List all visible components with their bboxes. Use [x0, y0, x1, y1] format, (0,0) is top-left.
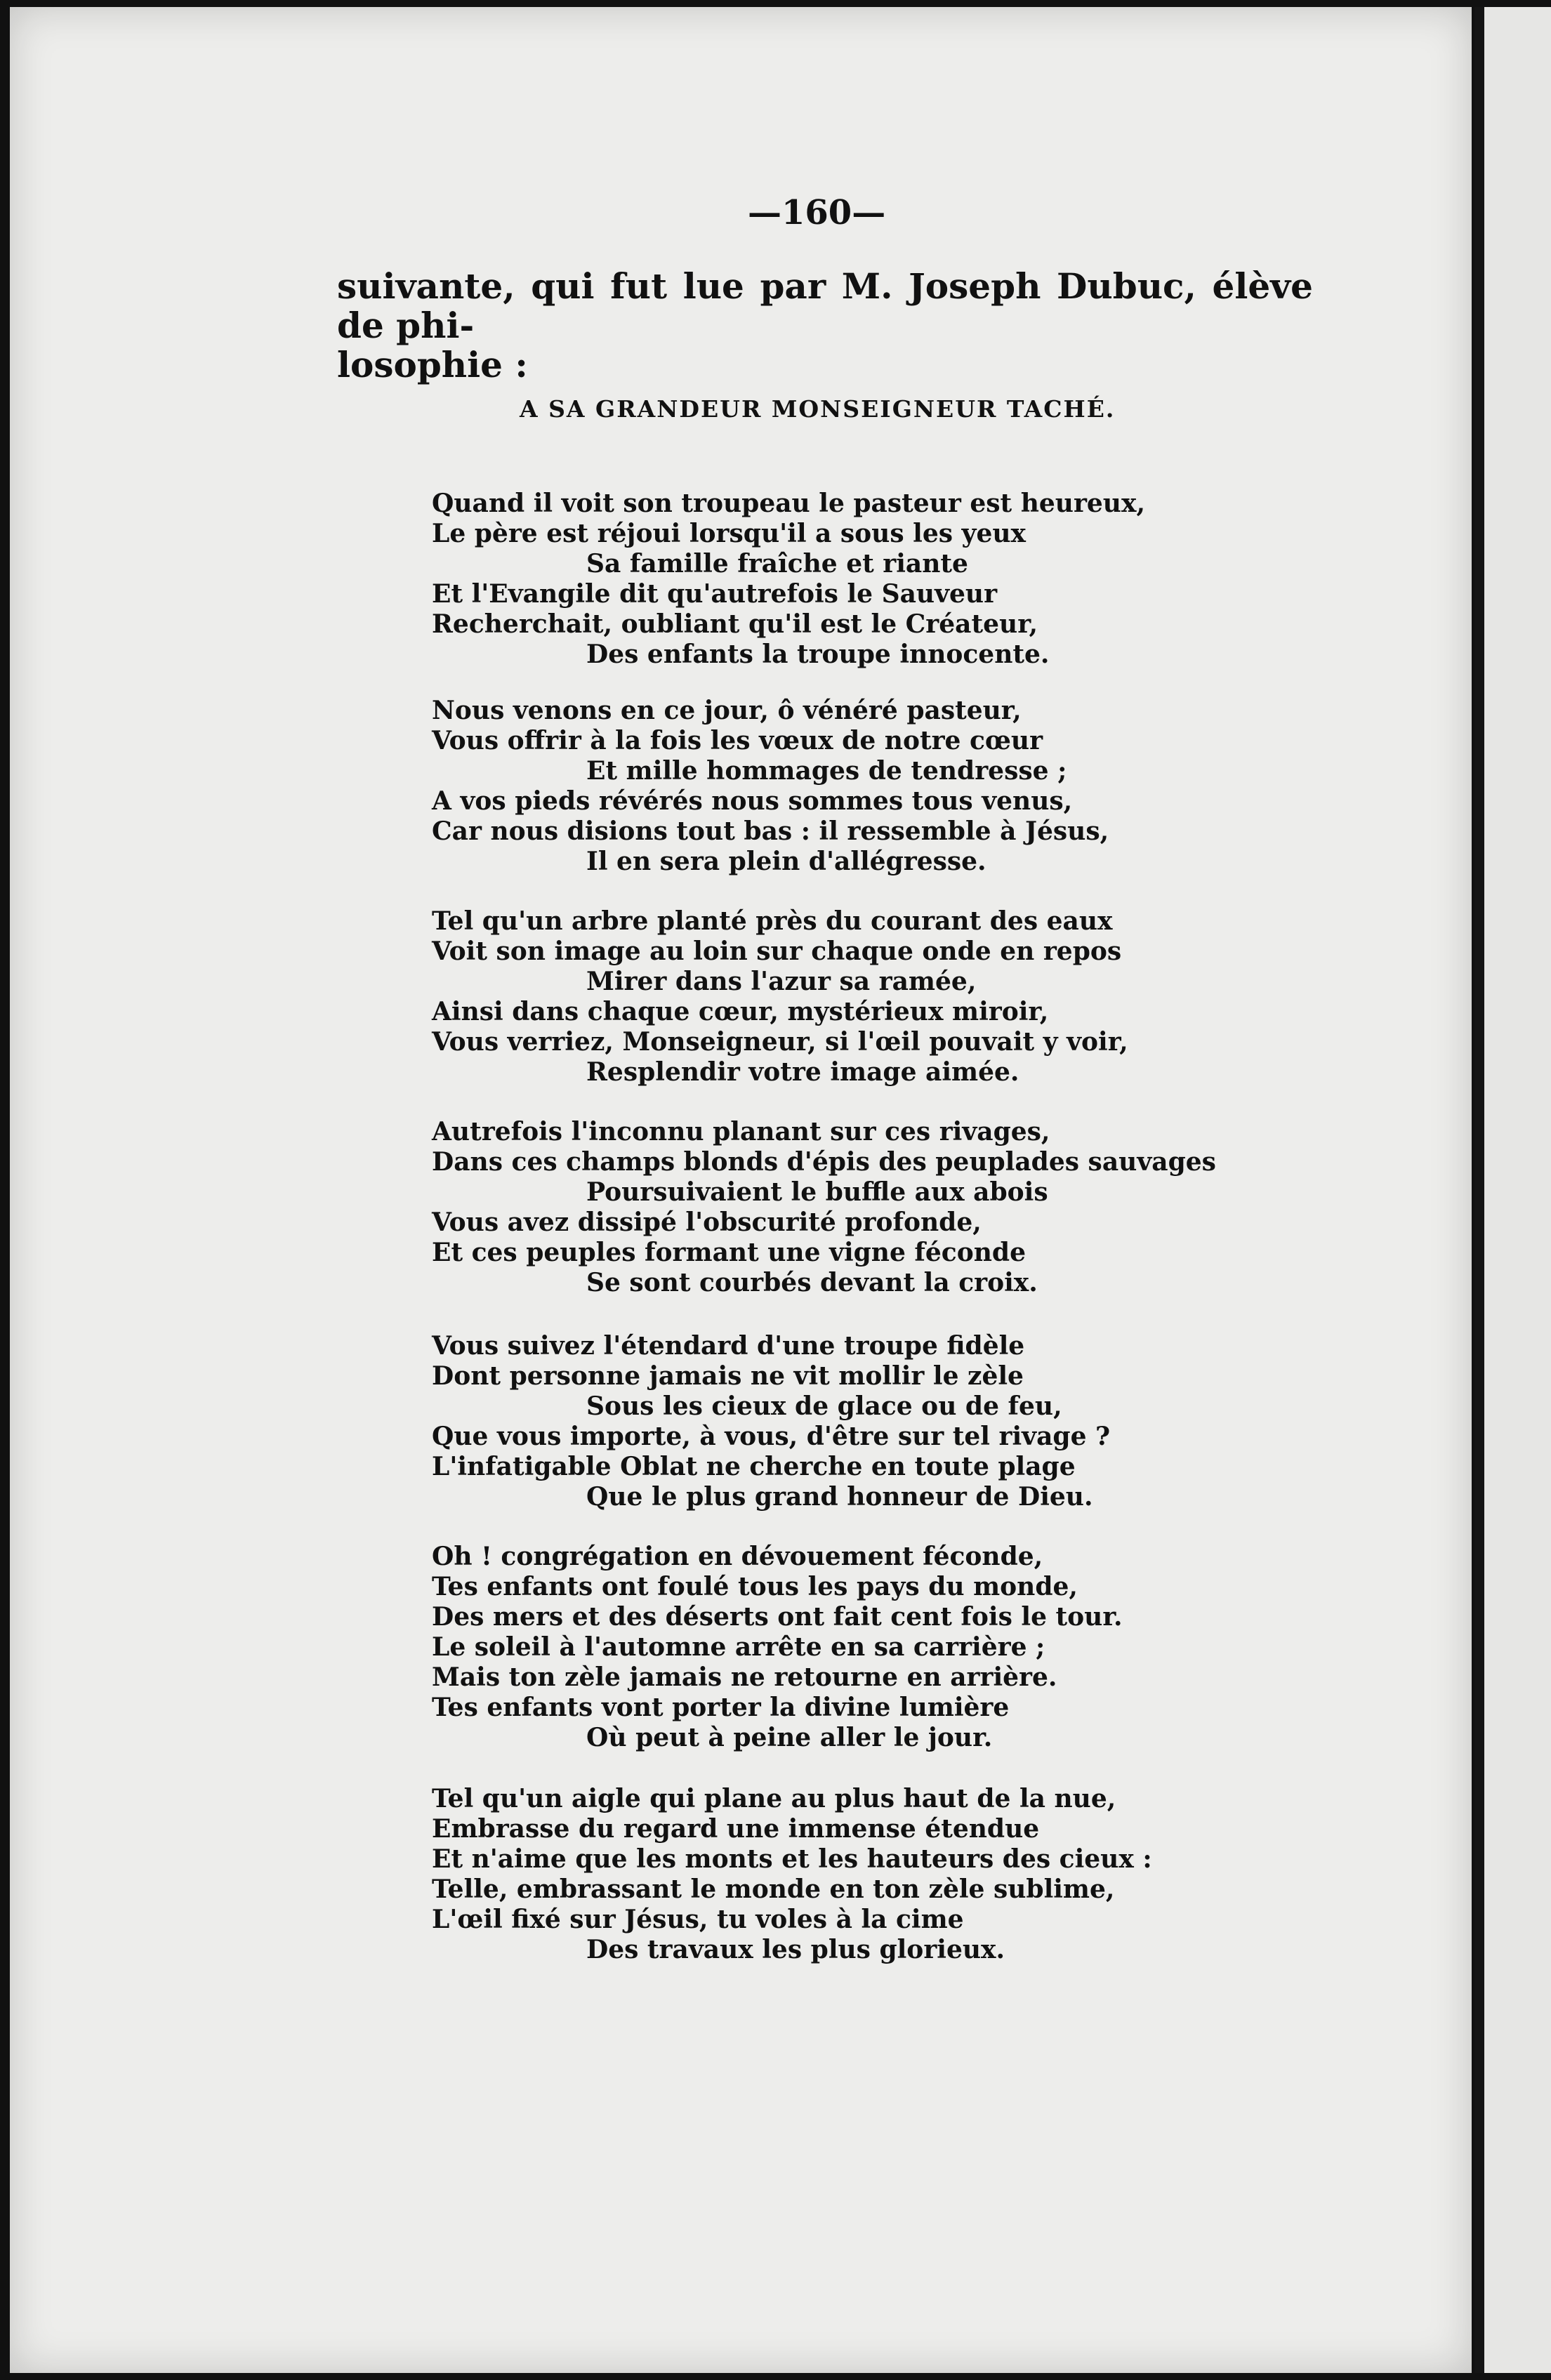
verse-line: L'infatigable Oblat ne cherche en toute plage: [432, 1452, 1076, 1481]
verse-line: Des travaux les plus glorieux.: [586, 1935, 1005, 1964]
verse-line: Recherchait, oubliant qu'il est le Créateur,: [432, 609, 1038, 639]
intro-paragraph: [337, 267, 1313, 385]
intro-line-1: suivante, qui fut lue par M. Joseph Dubuc, élève de phi-: [337, 265, 1313, 346]
verse-line: Oh ! congrégation en dévouement féconde,: [432, 1542, 1043, 1571]
verse-line: Resplendir votre image aimée.: [586, 1057, 1019, 1087]
verse-line: Embrasse du regard une immense étendue: [432, 1814, 1040, 1844]
verse-line: Le père est réjoui lorsqu'il a sous les yeux: [432, 519, 1026, 548]
verse-line: Quand il voit son troupeau le pasteur est heureux,: [432, 489, 1145, 518]
verse-line: Où peut à peine aller le jour.: [586, 1723, 993, 1752]
verse-line: L'œil fixé sur Jésus, tu voles à la cime: [432, 1905, 964, 1934]
poem-title: A SA GRANDEUR MONSEIGNEUR TACHÉ.: [520, 395, 1116, 423]
adjacent-page-edge: [1474, 7, 1551, 2373]
page-number: —160—: [748, 193, 886, 232]
verse-line: Il en sera plein d'allégresse.: [586, 847, 986, 876]
verse-line: Nous venons en ce jour, ô vénéré pasteur,: [432, 696, 1022, 725]
verse-line: Sa famille fraîche et riante: [586, 549, 968, 579]
verse-line: Et l'Evangile dit qu'autrefois le Sauveur: [432, 579, 998, 609]
verse-line: Ainsi dans chaque cœur, mystérieux miroir,: [432, 997, 1049, 1026]
verse-line: Tel qu'un aigle qui plane au plus haut de la nue,: [432, 1784, 1116, 1813]
verse-line: Autrefois l'inconnu planant sur ces rivages,: [432, 1117, 1050, 1146]
intro-line-2: losophie :: [337, 344, 528, 385]
verse-line: Vous offrir à la fois les vœux de notre cœur: [432, 726, 1043, 755]
verse-line: Dont personne jamais ne vit mollir le zèle: [432, 1361, 1024, 1391]
verse-line: Mirer dans l'azur sa ramée,: [586, 967, 977, 996]
verse-line: Dans ces champs blonds d'épis des peuplades sauvages: [432, 1147, 1216, 1177]
verse-line: Et ces peuples formant une vigne féconde: [432, 1238, 1026, 1267]
verse-line: Sous les cieux de glace ou de feu,: [586, 1391, 1062, 1421]
verse-line: Telle, embrassant le monde en ton zèle sublime,: [432, 1875, 1115, 1904]
verse-line: Que vous importe, à vous, d'être sur tel rivage ?: [432, 1422, 1111, 1451]
verse-line: Vous suivez l'étendard d'une troupe fidèle: [432, 1331, 1025, 1361]
verse-line: Vous verriez, Monseigneur, si l'œil pouvait y voir,: [432, 1027, 1128, 1057]
verse-line: Tel qu'un arbre planté près du courant des eaux: [432, 906, 1113, 936]
verse-line: Et n'aime que les monts et les hauteurs des cieux :: [432, 1844, 1152, 1874]
verse-line: Voit son image au loin sur chaque onde en repos: [432, 937, 1122, 966]
verse-line: Car nous disions tout bas : il ressemble à Jésus,: [432, 817, 1109, 846]
verse-line: Des mers et des déserts ont fait cent fois le tour.: [432, 1602, 1123, 1632]
verse-line: Tes enfants ont foulé tous les pays du monde,: [432, 1572, 1078, 1601]
verse-line: Mais ton zèle jamais ne retourne en arrière.: [432, 1662, 1057, 1692]
verse-line: A vos pieds révérés nous sommes tous venus,: [432, 786, 1073, 816]
verse-line: Tes enfants vont porter la divine lumière: [432, 1693, 1010, 1722]
verse-line: Se sont courbés devant la croix.: [586, 1268, 1038, 1297]
verse-line: Que le plus grand honneur de Dieu.: [586, 1482, 1093, 1512]
verse-line: Vous avez dissipé l'obscurité profonde,: [432, 1208, 982, 1237]
verse-line: Le soleil à l'automne arrête en sa carrière ;: [432, 1632, 1045, 1662]
verse-line: Et mille hommages de tendresse ;: [586, 756, 1067, 786]
verse-line: Poursuivaient le buffle aux abois: [586, 1177, 1048, 1207]
verse-line: Des enfants la troupe innocente.: [586, 640, 1050, 669]
